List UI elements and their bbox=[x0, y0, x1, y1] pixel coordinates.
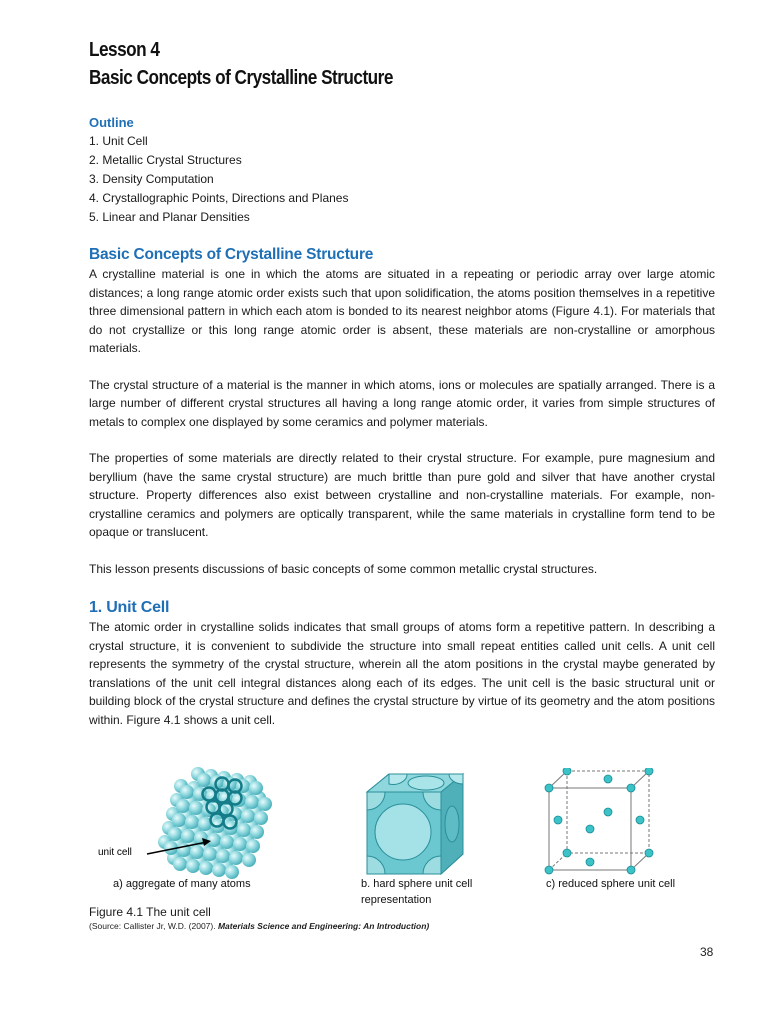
atom-sphere bbox=[258, 797, 272, 811]
atom-sphere bbox=[220, 835, 234, 849]
atom-sphere bbox=[233, 837, 247, 851]
outline-item: 5. Linear and Planar Densities bbox=[89, 210, 250, 224]
atom-sphere bbox=[168, 827, 182, 841]
atom-sphere bbox=[181, 829, 195, 843]
outline-heading: Outline bbox=[89, 115, 134, 130]
atom-sphere bbox=[203, 847, 217, 861]
atom-sphere bbox=[246, 839, 260, 853]
atom-sphere bbox=[180, 785, 194, 799]
figure-source: (Source: Callister Jr, W.D. (2007). Materials Science and Engineering: An Introduction) bbox=[89, 921, 430, 931]
atom-sphere bbox=[186, 859, 200, 873]
outline-list bbox=[89, 132, 715, 227]
caption-a: a) aggregate of many atoms bbox=[113, 878, 251, 890]
atom-sphere bbox=[237, 823, 251, 837]
outline-item: 4. Crystallographic Points, Directions and Planes bbox=[89, 191, 349, 205]
reduced-sphere-unit-cell-illustration bbox=[539, 768, 669, 876]
figure-4-1 bbox=[89, 764, 715, 904]
section-heading-basic: Basic Concepts of Crystalline Structure bbox=[89, 246, 374, 263]
atom-sphere bbox=[254, 811, 268, 825]
lesson-number: Lesson 4 bbox=[89, 39, 160, 61]
paragraph: A crystalline material is one in which the atoms are situated in a repeating or periodic array over large atomic distances; a long range atomic order exists such that upon solidification, the atoms position themselves in a repetitive three dimensional pattern in which each atom is bonded to its nearest neighbor atoms (Figure 4.1). For materials that do not crystallize or this long range atomic order is absent, these materials are non-crystalline or amorphous materials. bbox=[89, 267, 715, 355]
atom-sphere bbox=[197, 773, 211, 787]
paragraph: This lesson presents discussions of basic concepts of some common metallic crystal structures. bbox=[89, 561, 598, 576]
page-number: 38 bbox=[700, 945, 714, 959]
atom-sphere bbox=[176, 799, 190, 813]
atom-sphere bbox=[249, 781, 263, 795]
paragraph: The crystal structure of a material is the manner in which atoms, ions or molecules are spatially arranged. There is a large number of different crystal structures all having a long range atomic order, it varies from simple structures of metals to complex one displayed by some ceramics and polymer materials. bbox=[89, 377, 715, 429]
hard-sphere-unit-cell-illustration bbox=[359, 770, 469, 880]
atom-sphere bbox=[241, 809, 255, 823]
caption-b: b. hard sphere unit cell representation bbox=[361, 878, 473, 906]
atom-sphere bbox=[190, 845, 204, 859]
atom-aggregate-illustration bbox=[89, 764, 289, 882]
atom-sphere bbox=[172, 813, 186, 827]
atom-sphere bbox=[242, 853, 256, 867]
outline-item: 1. Unit Cell bbox=[89, 134, 148, 148]
section-heading-unit-cell: 1. Unit Cell bbox=[89, 599, 170, 616]
atom-sphere bbox=[189, 801, 203, 815]
lesson-title: Basic Concepts of Crystalline Structure bbox=[89, 67, 393, 89]
atom-sphere bbox=[199, 861, 213, 875]
unit-cell-label: unit cell bbox=[98, 847, 132, 858]
atom-sphere bbox=[207, 833, 221, 847]
caption-c: c) reduced sphere unit cell bbox=[546, 878, 676, 890]
atom-sphere bbox=[212, 863, 226, 877]
atom-sphere bbox=[185, 815, 199, 829]
paragraph: The atomic order in crystalline solids indicates that small groups of atoms form a repetitive pattern. In describing a crystal structure, it is convenient to subdivide the structure into small repeat entities called unit cells. A unit cell represents the symmetry of the crystal structure, wherein all the atom positions in the crystal maybe generated by translations of the unit cell integral distances along each of its edges. The unit cell is the basic structural unit or building block of the crystal structure and defines the crystal structure by virtue of its geometry and the atom positions within. Figure 4.1 shows a unit cell. bbox=[89, 620, 715, 727]
atom-sphere bbox=[245, 795, 259, 809]
outline-item: 3. Density Computation bbox=[89, 172, 214, 186]
atom-sphere bbox=[216, 849, 230, 863]
figure-source-title: Materials Science and Engineering: An Introduction) bbox=[217, 921, 430, 931]
figure-title: Figure 4.1 The unit cell bbox=[89, 905, 211, 919]
paragraph: The properties of some materials are directly related to their crystal structure. For example, pure magnesium and beryllium (have the same crystal structure) are much brittle than pure gold and silver that have another crystal structure. Property differences also exist between crystalline and non-crystalline materials. For example, non-crystalline ceramics and polymers are optically transparent, while the same materials in crystalline form tend to be opaque or translucent. bbox=[89, 451, 715, 539]
document-page bbox=[89, 36, 715, 729]
atom-sphere bbox=[250, 825, 264, 839]
outline-item: 2. Metallic Crystal Structures bbox=[89, 153, 242, 167]
atom-sphere bbox=[173, 857, 187, 871]
atom-sphere bbox=[229, 851, 243, 865]
